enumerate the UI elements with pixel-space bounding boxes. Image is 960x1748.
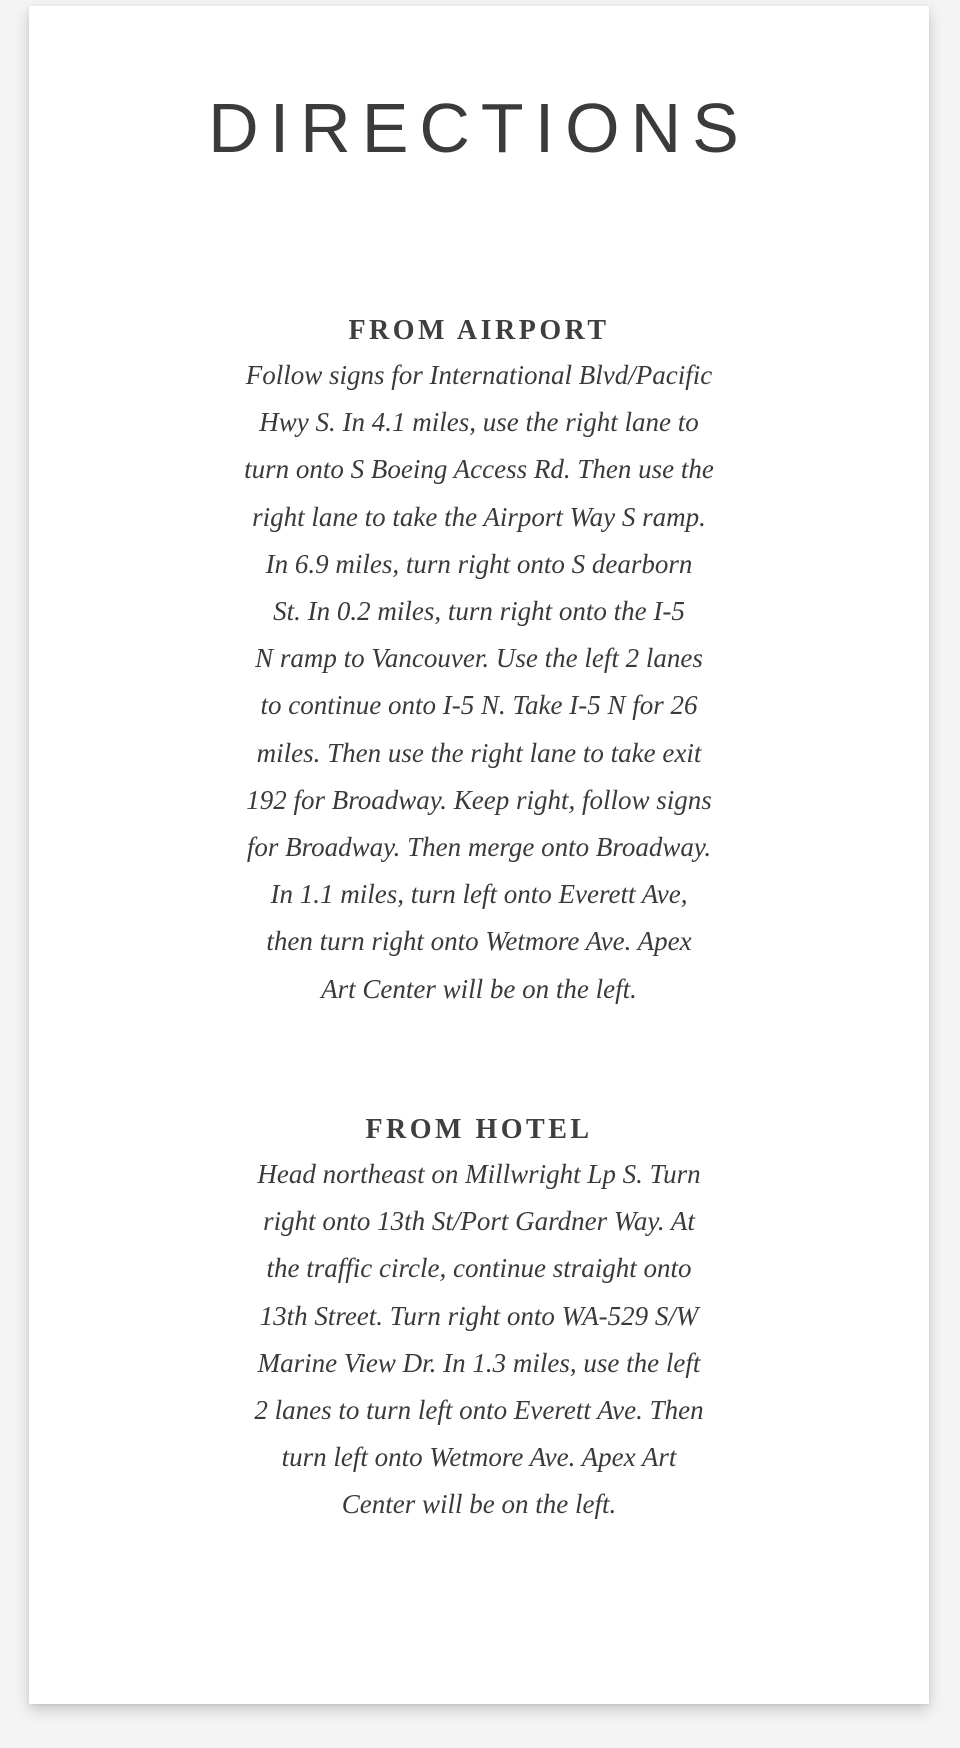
text-line: In 1.1 miles, turn left onto Everett Ave, bbox=[270, 879, 688, 910]
text-line: for Broadway. Then merge onto Broadway. bbox=[246, 832, 712, 863]
hotel-directions-text bbox=[29, 1151, 929, 1529]
text-line: In 6.9 miles, turn right onto S dearborn bbox=[265, 548, 693, 579]
text-line: Follow signs for International Blvd/Pacific bbox=[245, 360, 713, 390]
text-line: Center will be on the left. bbox=[341, 1489, 617, 1520]
text-line: then turn right onto Wetmore Ave. Apex bbox=[266, 926, 692, 957]
text-line: to continue onto I-5 N. Take I-5 N for 26 bbox=[260, 690, 698, 721]
text-line: miles. Then use the right lane to take exit bbox=[256, 737, 702, 768]
section-from-hotel bbox=[29, 1113, 929, 1529]
text-line: Head northeast on Millwright Lp S. Turn bbox=[257, 1159, 701, 1189]
text-line: N ramp to Vancouver. Use the left 2 lanes bbox=[255, 643, 703, 674]
text-line: right lane to take the Airport Way S ramp. bbox=[252, 501, 706, 532]
text-line: St. In 0.2 miles, turn right onto the I-5 bbox=[273, 596, 685, 627]
text-line: the traffic circle, continue straight onto bbox=[266, 1253, 692, 1284]
section-from-airport bbox=[29, 314, 929, 1013]
section-heading-hotel: FROM HOTEL bbox=[365, 1114, 593, 1145]
text-line: turn left onto Wetmore Ave. Apex Art bbox=[281, 1442, 677, 1473]
text-line: Marine View Dr. In 1.3 miles, use the left bbox=[257, 1347, 701, 1378]
page-title: DIRECTIONS bbox=[208, 89, 750, 167]
text-line: right onto 13th St/Port Gardner Way. At bbox=[263, 1206, 695, 1237]
text-line: turn onto S Boeing Access Rd. Then use the bbox=[244, 454, 714, 485]
section-heading-airport: FROM AIRPORT bbox=[348, 315, 610, 346]
airport-directions-text bbox=[29, 352, 929, 1013]
directions-card bbox=[29, 6, 929, 1704]
text-line: 2 lanes to turn left onto Everett Ave. Then bbox=[254, 1395, 704, 1426]
text-line: Hwy S. In 4.1 miles, use the right lane to bbox=[259, 407, 699, 438]
text-line: 13th Street. Turn right onto WA-529 S/W bbox=[259, 1300, 699, 1331]
text-line: Art Center will be on the left. bbox=[321, 973, 637, 1004]
text-line: 192 for Broadway. Keep right, follow signs bbox=[246, 784, 712, 815]
